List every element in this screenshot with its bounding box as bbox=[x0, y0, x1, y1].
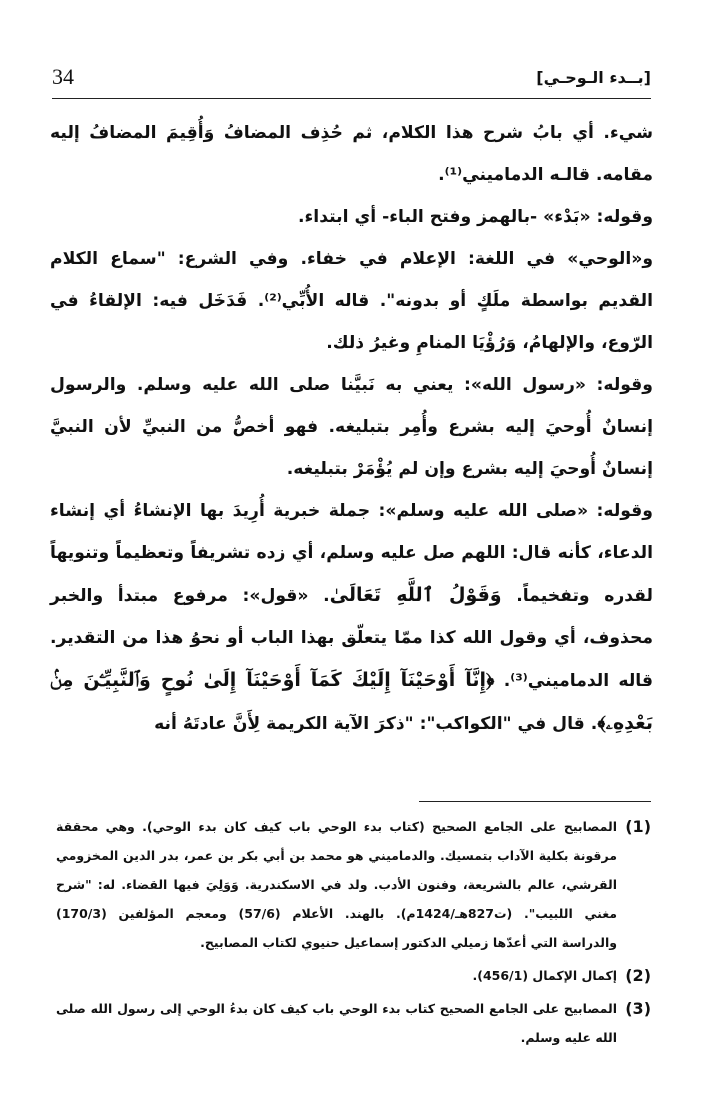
footnote-2 bbox=[56, 961, 651, 990]
header-rule bbox=[52, 98, 651, 99]
page-header bbox=[52, 64, 651, 94]
footnote-text: إكمال الإكمال (456/1). bbox=[472, 968, 617, 983]
footnote-1 bbox=[56, 812, 651, 957]
quran-verse: ﴿إِنَّآ أَوْحَيْنَآ إِلَيْكَ كَمَآ أَوْحَيْنَآ إِلَىٰ نُوحٍ وَٱلنَّبِيِّـۧنَ مِنۢ بَعْدِهِۦ﴾ bbox=[50, 669, 653, 734]
footnote-text: المصابيح على الجامع الصحيح (كتاب بدء الوحي باب كيف كان بدء الوحي). وهي محققة مرقونة بكلية الآداب بتمسيك. والدماميني هو محمد بن أبي بكر بن عمر، بدر الدين المخزومي القرشي، عالم بالشريعة، وفنون الأدب. ولد في الاسكندرية. وَوَلِيَ فيها القضاء. له: "شرح مغني اللبيب". (ت827هـ/1424م). بالهند. الأعلام (57/6) ومعجم المؤلفين (170/3) والدراسة التي أعدّها زميلي الدكتور إسماعيل حنيوي لكتاب المصابيح. bbox=[56, 819, 617, 950]
page-number: 34 bbox=[52, 64, 74, 89]
paragraph-5-part-c: . قال في "الكواكب": "ذكرَ الآية الكريمة لِأَنَّ عادتَهُ أنه bbox=[154, 714, 598, 734]
footnote-number: (3) bbox=[625, 999, 651, 1018]
paragraph-3: و«الوحي» في اللغة: الإعلام في خفاء. وفي الشرع: "سماع الكلام القديم بواسطة ملَكٍ أو بدونه". قاله الأُبِّي⁽²⁾. فَدَخَل فيه: الإلقاءُ في الرّوع، والإلهامُ، وَرُؤْيَا المنامِ وغيرُ ذلك. bbox=[50, 249, 653, 353]
footnote-rule bbox=[419, 801, 651, 802]
paragraph-5-part-b: . «قول»: مرفوع مبتدأ والخبر محذوف، أي وقول الله كذا ممّا يتعلّق بهذا الباب أو نحوُ هذا من التقدير. قاله الدماميني⁽³⁾. bbox=[50, 586, 654, 691]
footnote-number: (2) bbox=[625, 966, 651, 985]
paragraph-2: وقوله: «بَدْء» -بالهمز وفتح الباء- أي ابتداء. bbox=[297, 207, 653, 227]
footnote-number: (1) bbox=[625, 817, 651, 836]
paragraph-1: شيء. أي بابُ شرح هذا الكلام، ثم حُذِف المضافُ وَأُقِيمَ المضافُ إليه مقامه. قالـه الدماميني⁽¹⁾. bbox=[50, 123, 653, 185]
paragraph-5 bbox=[50, 490, 653, 745]
footnotes bbox=[56, 812, 651, 1052]
paragraph-4: وقوله: «رسول الله»: يعني به نَبيَّنا صلى الله عليه وسلم. والرسول إنسانٌ أُوحيَ إليه بشرع وأُمِر بتبليغه. فهو أخصُّ من النبيِّ لأن النبيَّ إنسانٌ أُوحيَ إليه بشرع وإن لم يُؤْمَرْ بتبليغه. bbox=[50, 375, 653, 479]
footnote-3 bbox=[56, 994, 651, 1052]
footnote-text: المصابيح على الجامع الصحيح كتاب بدء الوحي باب كيف كان بدءُ الوحي إلى رسول الله صلى الله عليه وسلم. bbox=[56, 1001, 617, 1045]
paragraph-5-part-a: وقوله: «صلى الله عليه وسلم»: جملة خبرية أُرِيدَ بها الإنشاءُ أي إنشاء الدعاء، كأنه قال: اللهم صل عليه وسلم، أي زده تشريفاً وتعظيماً وتنويهاً لقدره وتفخيماً. bbox=[50, 501, 653, 606]
quran-heading: وَقَوْلُ ٱللَّهِ تَعَالَىٰ bbox=[329, 584, 502, 606]
running-head: [بــدء الـوحـي] bbox=[536, 68, 651, 87]
main-text bbox=[50, 112, 653, 745]
